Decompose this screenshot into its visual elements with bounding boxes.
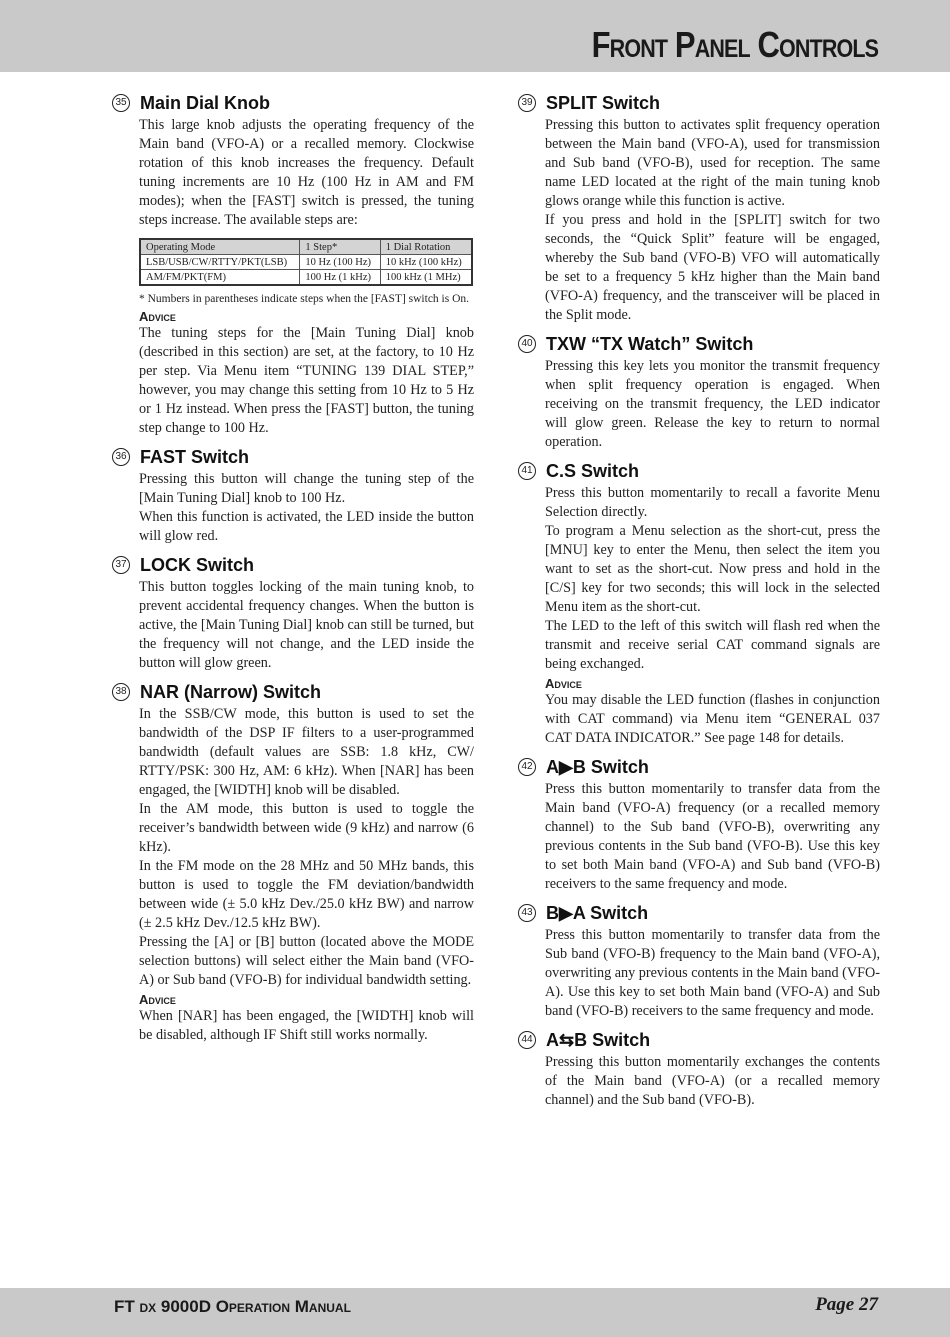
- section-title: SPLIT Switch: [546, 92, 661, 113]
- table-cell: 100 Hz (1 kHz): [300, 270, 380, 286]
- paragraph: To program a Menu selection as the short-cut, press the [MNU] key to enter the Menu, then select the item you want to set as the short-cut. Now press and hold in the [C/S] key for two seconds; this will lock in the selected Menu item as the short-cut.: [545, 523, 880, 615]
- section-title: TXW “TX Watch” Switch: [546, 333, 754, 354]
- tuning-steps-table: [139, 238, 473, 286]
- section-nar-switch: [112, 681, 474, 1045]
- paragraph: Pressing this button momentarily exchanges the contents of the Main band (VFO-A) (or a recalled memory channel) and the Sub band (VFO-B).: [545, 1054, 880, 1108]
- page-footer: [0, 1288, 950, 1337]
- right-column: [518, 92, 880, 1118]
- section-title: NAR (Narrow) Switch: [140, 681, 322, 702]
- section-split-switch: [518, 92, 880, 325]
- table-cell: 10 Hz (100 Hz): [300, 255, 380, 270]
- section-number: 44: [518, 1031, 536, 1049]
- section-title: C.S Switch: [546, 460, 640, 481]
- page-title: Front Panel Controls: [591, 24, 878, 65]
- section-title: Main Dial Knob: [140, 92, 270, 113]
- table-footnote: * Numbers in parentheses indicate steps when the [FAST] switch is On.: [139, 293, 470, 305]
- left-column: [112, 92, 474, 1053]
- advice-paragraph: You may disable the LED function (flashes in conjunction with CAT command) via Menu item “GENERAL 037 CAT DATA INDICATOR.” See page 148 for details.: [545, 692, 880, 746]
- table-cell: LSB/USB/CW/RTTY/PKT(LSB): [140, 255, 300, 270]
- paragraph: Pressing this button will change the tuning step of the [Main Tuning Dial] knob to 100 Hz.: [139, 471, 474, 506]
- section-number: 35: [112, 94, 130, 112]
- section-cs-switch: [518, 460, 880, 748]
- page-header: [0, 0, 950, 72]
- manual-title: FT dx 9000D Operation Manual: [114, 1297, 351, 1316]
- paragraph: This button toggles locking of the main tuning knob, to prevent accidental frequency changes. When the button is active, the [Main Tuning Dial] knob can still be turned, but the frequency will not change, and the LED inside the button will glow green.: [139, 579, 474, 671]
- paragraph: The LED to the left of this switch will flash red when the transmit and receive serial CAT command signals are being exchanged.: [545, 618, 880, 672]
- paragraph: In the FM mode on the 28 MHz and 50 MHz bands, this button is used to toggle the FM deviation/bandwidth between wide (± 5.0 kHz Dev./25.0 kHz BW) and narrow (± 2.5 kHz Dev./12.5 kHz BW).: [139, 858, 474, 931]
- section-title: A⇆B Switch: [546, 1029, 651, 1050]
- paragraph: Press this button momentarily to transfer data from the Sub band (VFO-B) frequency to the Main band (VFO-A), overwriting any previous contents in the Main band (VFO-A). Use this key to set both Main band (VFO-A) and Sub band (VFO-B) receivers to the same frequency and mode.: [545, 927, 880, 1019]
- section-title: FAST Switch: [140, 446, 250, 467]
- section-fast-switch: [112, 446, 474, 546]
- paragraph: Pressing the [A] or [B] button (located above the MODE selection buttons) will select either the Main band (VFO-A) or Sub band (VFO-B) for individual bandwidth setting.: [139, 934, 474, 988]
- paragraph: Press this button momentarily to transfer data from the Main band (VFO-A) frequency (or a recalled memory channel) to the Sub band (VFO-B), overwriting any previous contents in the Sub band (VFO-B). Use this key to set both Main band (VFO-A) and Sub band (VFO-B) receivers to the same frequency and mode.: [545, 781, 880, 892]
- paragraph: In the SSB/CW mode, this button is used to set the bandwidth of the DSP IF filters to a user-programmed bandwidth (default values are SSB: 1.8 kHz, CW/ RTTY/PSK: 300 Hz, AM: 6 kHz). When [NAR] has been engaged, the [WIDTH] knob will be disabled.: [139, 706, 474, 798]
- paragraph: When this function is activated, the LED inside the button will glow red.: [139, 509, 474, 544]
- section-a-swap-b-switch: [518, 1029, 880, 1110]
- table-header-row: [140, 239, 472, 255]
- advice-heading: Advice: [139, 992, 176, 1007]
- section-title: A▶B Switch: [546, 756, 649, 777]
- section-lock-switch: [112, 554, 474, 673]
- paragraph: Pressing this key lets you monitor the transmit frequency when split frequency operation is engaged. When receiving on the transmit frequency, the LED indicator will glow green. Release the key to return to normal operation.: [545, 358, 880, 450]
- section-number: 42: [518, 758, 536, 776]
- table-header-cell: 1 Dial Rotation: [380, 239, 472, 255]
- advice-heading: Advice: [139, 309, 176, 324]
- section-number: 36: [112, 448, 130, 466]
- table-row: [140, 270, 472, 286]
- table-header-cell: 1 Step*: [300, 239, 380, 255]
- paragraph: This large knob adjusts the operating frequency of the Main band (VFO-A) or a recalled memory. Clockwise rotation of this knob increases the frequency. Default tuning increments are 10 Hz (100 Hz in AM and FM modes); when the [FAST] switch is pressed, the tuning steps increase. The available steps are:: [139, 117, 474, 228]
- paragraph: Pressing this button to activates split frequency operation between the Main band (VFO-A), used for transmission and Sub band (VFO-B), used for reception. The same name LED located at the right of the main tuning knob glows orange while this function is active.: [545, 117, 880, 209]
- section-number: 41: [518, 462, 536, 480]
- section-number: 38: [112, 683, 130, 701]
- table-cell: 10 kHz (100 kHz): [380, 255, 472, 270]
- section-title: LOCK Switch: [140, 554, 255, 575]
- table-header-cell: Operating Mode: [140, 239, 300, 255]
- paragraph: In the AM mode, this button is used to toggle the receiver’s bandwidth between wide (9 kHz) and narrow (6 kHz).: [139, 801, 474, 855]
- advice-paragraph: The tuning steps for the [Main Tuning Dial] knob (described in this section) are set, at the factory, to 10 Hz per step. Via Menu item “TUNING 139 DIAL STEP,” however, you may change this setting from 10 Hz to 5 Hz or 1 Hz instead. When press the [FAST] button, the tuning step change to 100 Hz.: [139, 325, 474, 436]
- paragraph: If you press and hold in the [SPLIT] switch for two seconds, the “Quick Split” feature will be engaged, whereby the Sub band (VFO-B) VFO will automatically be set to a frequency 5 kHz higher than the Main band (VFO-A) frequency, and the transceiver will be placed in the Split mode.: [545, 212, 880, 323]
- table-cell: 100 kHz (1 MHz): [380, 270, 472, 286]
- table-row: [140, 255, 472, 270]
- section-a-to-b-switch: [518, 756, 880, 894]
- table-cell: AM/FM/PKT(FM): [140, 270, 300, 286]
- section-number: 37: [112, 556, 130, 574]
- section-b-to-a-switch: [518, 902, 880, 1021]
- page-number: Page 27: [815, 1294, 878, 1315]
- advice-paragraph: When [NAR] has been engaged, the [WIDTH] knob will be disabled, although IF Shift still works normally.: [139, 1008, 474, 1043]
- section-txw-switch: [518, 333, 880, 452]
- advice-heading: Advice: [545, 676, 582, 691]
- paragraph: Press this button momentarily to recall a favorite Menu Selection directly.: [545, 485, 880, 520]
- section-number: 39: [518, 94, 536, 112]
- section-title: B▶A Switch: [546, 902, 649, 923]
- section-main-dial-knob: [112, 92, 474, 438]
- section-number: 40: [518, 335, 536, 353]
- section-number: 43: [518, 904, 536, 922]
